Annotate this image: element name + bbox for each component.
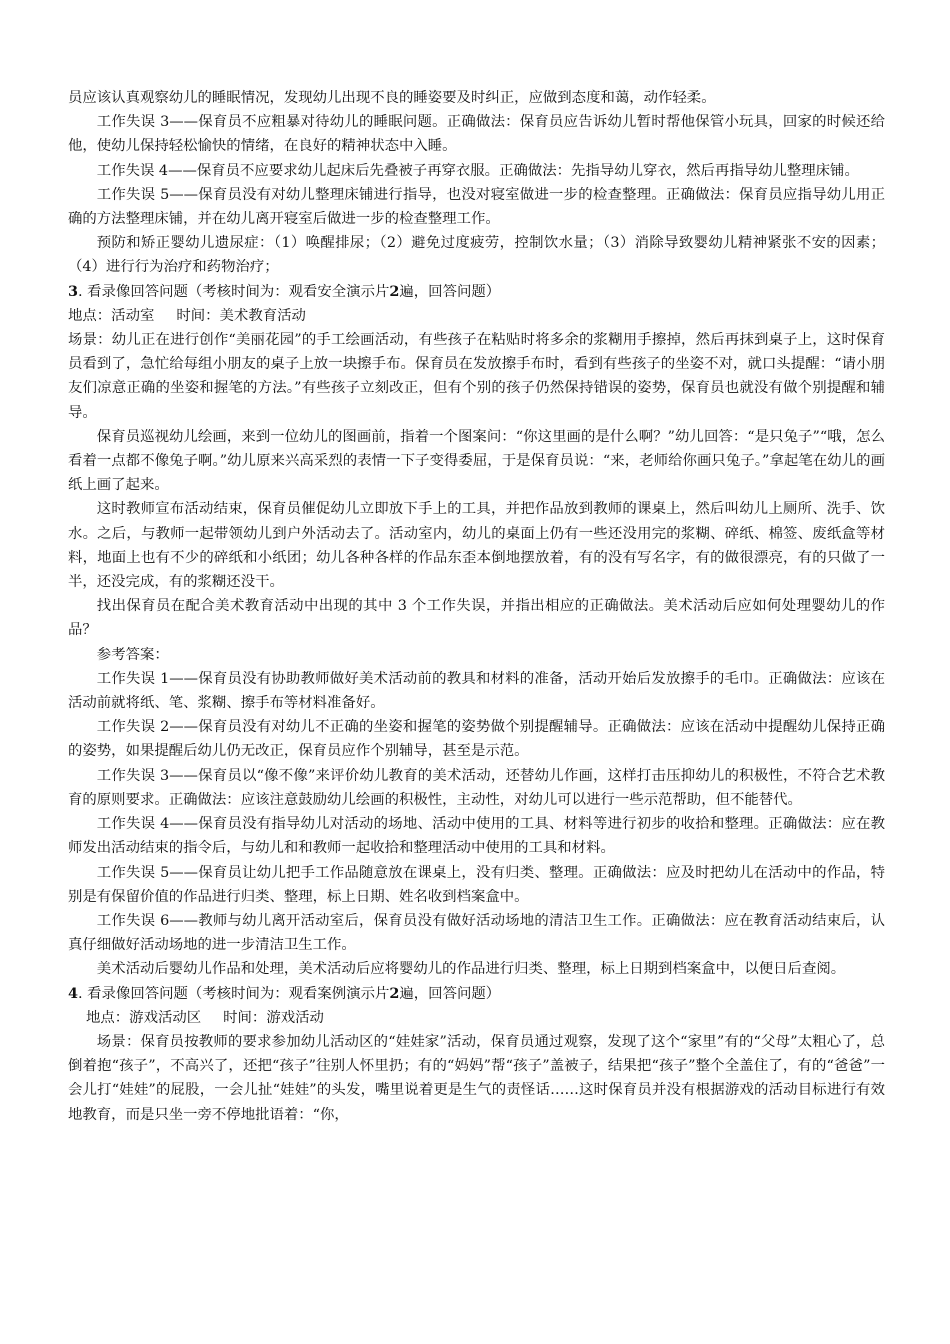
scene-location-line <box>68 1006 885 1030</box>
answer-item: 工作失误 4——保育员没有指导幼儿对活动的场地、活动中使用的工具、材料等进行初步的收拾和整理。正确做法：应在教师发出活动结束的指令后，与幼儿和和教师一起收拾和整理活动中使用的工具和材料。 <box>68 816 885 857</box>
question: 找出保育员在配合美术教育活动中出现的其中 3 个工作失误，并指出相应的正确做法。美术活动后应如何处理婴幼儿的作品？ <box>68 598 885 639</box>
paragraph: 保育员巡视幼儿绘画，来到一位幼儿的图画前，指着一个图案问：“你这里画的是什么啊？”幼儿回答：“是只兔子”“哦，怎么看着一点都不像兔子啊。”幼儿原来兴高采烈的表情一下子变得委屈，于是保育员说：“来，老师给你画只兔子。”拿起笔在幼儿的画纸上画了起来。 <box>68 428 885 494</box>
section-number: 3 <box>68 282 79 300</box>
paragraph: 场景：保育员按教师的要求参加幼儿活动区的“娃娃家”活动，保育员通过观察，发现了这个“家里”有的“父母”太粗心了，总倒着抱“孩子”，不高兴了，还把“孩子”往别人怀里扔；有的“妈妈”帮“孩子”盖被子，结果把“孩子”整个全盖住了，有的“爸爸”一会儿打“娃娃”的屁股，一会儿扯“娃娃”的头发，嘴里说着更是生气的责怪话……这时保育员并没有根据游戏的活动目标进行有效地教育，而是只坐一旁不停地批语着：“你， <box>68 1033 885 1123</box>
paragraph: 员应该认真观察幼儿的睡眠情况，发现幼儿出现不良的睡姿要及时纠正，应做到态度和蔼，动作轻柔。 <box>68 90 716 106</box>
answer-item: 工作失误 5——保育员让幼儿把手工作品随意放在课桌上，没有归类、整理。正确做法：应及时把幼儿在活动中的作品，特别是有保留价值的作品进行归类、整理，标上日期、姓名收到档案盒中。 <box>68 864 885 905</box>
scene-place: 地点：游戏活动区 <box>86 1009 202 1026</box>
paragraph: 这时教师宣布活动结束，保育员催促幼儿立即放下手上的工具，并把作品放到教师的课桌上，然后叫幼儿上厕所、洗手、饮水。之后，与教师一起带领幼儿到户外活动去了。活动室内，幼儿的桌面上仍有一些还没用完的浆糊、碎纸、棉签、废纸盒等材料，地面上也有不少的碎纸和小纸团；幼儿各种各样的作品东歪本倒地摆放着，有的没有写名字，有的做很漂亮，有的只做了一半，还没完成，有的浆糊还没干。 <box>68 501 885 591</box>
paragraph: 场景：幼儿正在进行创作“美丽花园”的手工绘画活动，有些孩子在粘贴时将多余的浆糊用手擦掉，然后再抹到桌子上，这时保育员看到了，急忙给每组小朋友的桌子上放一块擦手布。保育员在发放擦手布时，看到有些孩子的坐姿不对，就口头提醒：“请小朋友们凉意正确的坐姿和握笔的方法。”有些孩子立刻改正，但有个别的孩子仍然保持错误的姿势，保育员也就没有做个别提醒和辅导。 <box>68 332 885 421</box>
section-heading-text: . 看录像回答问题（考核时间为：观看安全演示片 <box>78 283 390 300</box>
scene-time: 时间：游戏活动 <box>223 1009 324 1026</box>
scene-time: 时间：美术教育活动 <box>176 307 306 324</box>
answer-item: 工作失误 3——保育员以“像不像”来评价幼儿教育的美术活动，还替幼儿作画，这样打击压抑幼儿的积极性，不符合艺术教育的原则要求。正确做法：应该注意鼓励幼儿绘画的积极性，主动性，对幼儿可以进行一些示范帮助，但不能替代。 <box>68 767 885 808</box>
section-heading-text: 遍，回答问题） <box>399 283 501 300</box>
section-number: 4 <box>68 984 79 1002</box>
scene-place: 地点：活动室 <box>68 307 155 324</box>
paragraph: 工作失误 5——保育员没有对幼儿整理床铺进行指导，也没对寝室做进一步的检查整理。正确做法：保育员应指导幼儿用正确的方法整理床铺，并在幼儿离开寝室后做进一步的检查整理工作。 <box>68 186 885 228</box>
answer-label: 参考答案： <box>96 646 169 663</box>
answer-item: 工作失误 6——教师与幼儿离开活动室后，保育员没有做好活动场地的清洁卫生工作。正确做法：应在教育活动结束后，认真仔细做好活动场地的进一步清洁卫生工作。 <box>68 912 885 954</box>
section-heading-count: 2 <box>389 282 400 300</box>
section-heading-count: 2 <box>389 984 400 1002</box>
section-heading-4 <box>68 982 885 1006</box>
document-page <box>68 86 885 1127</box>
paragraph: 工作失误 3——保育员不应粗暴对待幼儿的睡眠问题。正确做法：保育员应告诉幼儿暂时帮他保管小玩具，回家的时候还给他，使幼儿保持轻松愉快的情绪，在良好的精神状态中入睡。 <box>68 114 885 155</box>
answer-item: 工作失误 2——保育员没有对幼儿不正确的坐姿和握笔的姿势做个别提醒辅导。正确做法：应该在活动中提醒幼儿保持正确的姿势，如果提醒后幼儿仍无改正，保育员应作个别辅导，甚至是示范。 <box>68 719 885 760</box>
section-heading-text: . 看录像回答问题（考核时间为：观看案例演示片 <box>78 985 390 1002</box>
scene-location-line <box>68 304 885 328</box>
answer-item: 美术活动后婴幼儿作品和处理，美术活动后应将婴幼儿的作品进行归类、整理，标上日期到档案盒中，以便日后查阅。 <box>96 961 846 978</box>
paragraph: 工作失误 4——保育员不应要求幼儿起床后先叠被子再穿衣服。正确做法：先指导幼儿穿衣，然后再指导幼儿整理床铺。 <box>96 162 859 179</box>
paragraph: 预防和矫正婴幼儿遗尿症：（1）唤醒排尿；（2）避免过度疲劳，控制饮水量；（3）消除导致婴幼儿精神紧张不安的因素；（4）进行行为治疗和药物治疗； <box>68 235 885 276</box>
answer-item: 工作失误 1——保育员没有协助教师做好美术活动前的教具和材料的准备，活动开始后发放擦手的毛巾。正确做法：应该在活动前就将纸、笔、浆糊、擦手布等材料准备好。 <box>68 670 885 712</box>
section-heading-3 <box>68 280 885 304</box>
section-heading-text: 遍，回答问题） <box>399 985 501 1002</box>
